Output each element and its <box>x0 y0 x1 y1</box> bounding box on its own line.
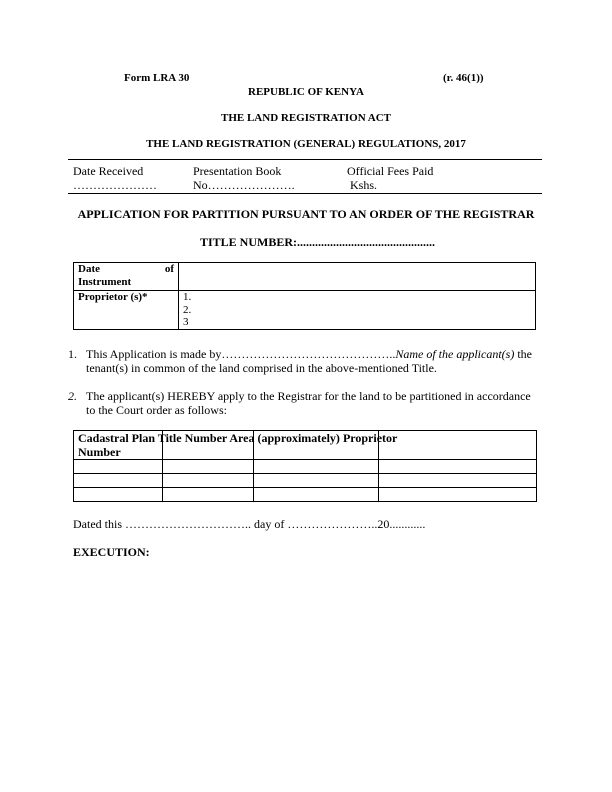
paragraph-2-line-2: to the Court order as follows: <box>86 403 227 417</box>
table-row <box>74 263 536 291</box>
official-fees-label: Official Fees Paid <box>347 164 434 178</box>
header-cadastral-plan-number: Number <box>78 445 121 459</box>
office-strip-bottom-rule <box>68 193 542 194</box>
proprietor-item-3: 3 <box>183 316 189 328</box>
form-label: Form LRA 30 <box>124 72 190 84</box>
title-number-field: TITLE NUMBER:.............................................. <box>200 235 436 249</box>
paragraph-1-text-end: the <box>514 347 532 361</box>
partition-table-row-divider-1 <box>73 459 536 460</box>
partition-table <box>73 430 536 501</box>
proprietor-item-1: 1. <box>183 291 192 303</box>
header-proprietor: Proprietor <box>342 431 398 445</box>
office-strip-top-rule <box>68 159 542 160</box>
date-of-instrument-value-cell[interactable] <box>179 263 536 291</box>
header-area: Area (approximately) <box>229 431 340 445</box>
act-heading: THE LAND REGISTRATION ACT <box>220 112 392 124</box>
paragraph-1-applicant-name-hint: Name of the applicant(s) <box>395 347 515 361</box>
partition-table-row-divider-2 <box>73 473 536 474</box>
paragraph-2-number: 2. <box>68 389 77 403</box>
proprietor-item-2: 2. <box>183 303 192 316</box>
application-heading: APPLICATION FOR PARTITION PURSUANT TO AN ORDER OF THE REGISTRAR <box>77 207 535 221</box>
paragraph-1-line-2: tenant(s) in common of the land comprised in the above-mentioned Title. <box>86 361 437 375</box>
partition-header-row <box>78 432 397 445</box>
instrument-info-table <box>73 262 536 330</box>
date-label-of: of <box>164 263 174 275</box>
partition-table-row-divider-3 <box>73 487 536 488</box>
paragraph-2-line-1: The applicant(s) HEREBY apply to the Registrar for the land to be partitioned in accordance <box>86 389 531 403</box>
rule-reference: (r. 46(1)) <box>443 72 484 84</box>
proprietor-label-cell: Proprietor (s)* <box>74 291 179 330</box>
table-row <box>74 291 536 330</box>
paragraph-1-text-start: This Application is made by…………………………………….. <box>86 347 396 361</box>
date-received-field: ………………… <box>73 178 157 192</box>
date-received-label: Date Received <box>73 164 144 178</box>
execution-label: EXECUTION: <box>73 545 150 559</box>
date-label-instrument: Instrument <box>78 275 132 288</box>
date-label-word: Date <box>78 263 100 275</box>
official-fees-currency: Kshs. <box>350 178 378 192</box>
proprietor-value-cell[interactable] <box>179 291 536 330</box>
presentation-book-label: Presentation Book <box>193 164 282 178</box>
paragraph-1-line-1 <box>86 347 532 362</box>
paragraph-1-number: 1. <box>68 347 77 361</box>
header-cadastral-plan: Cadastral Plan <box>78 431 156 445</box>
dated-line: Dated this ………………………….. day of …………………..20............ <box>73 517 426 531</box>
regulations-heading: THE LAND REGISTRATION (GENERAL) REGULATIONS, 2017 <box>146 138 466 150</box>
presentation-book-no-field: No…………………. <box>193 178 295 192</box>
republic-heading: REPUBLIC OF KENYA <box>248 86 364 98</box>
header-title-number: Title Number <box>157 431 228 445</box>
date-of-instrument-label-cell <box>74 263 179 291</box>
